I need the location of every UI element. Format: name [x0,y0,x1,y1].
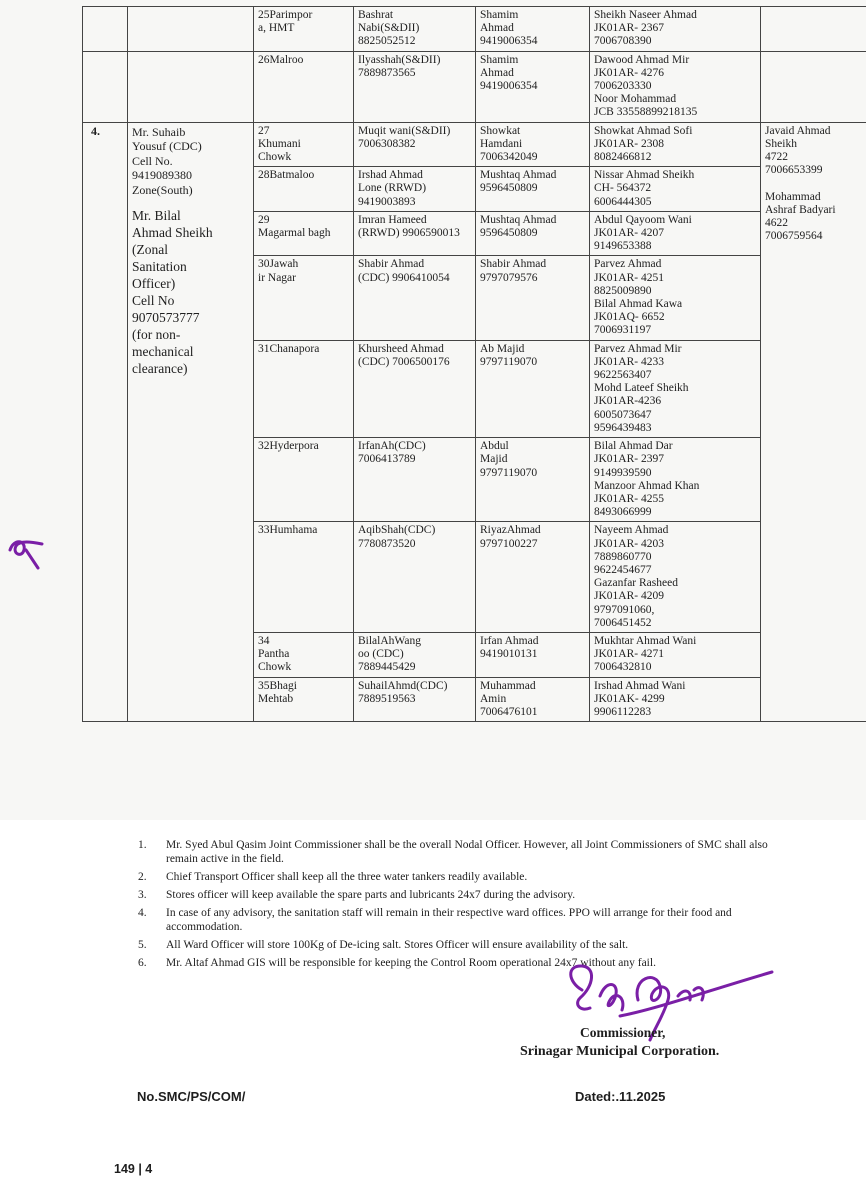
item-text: Chief Transport Officer shall keep all the three water tankers readily available. [166,871,528,883]
ward-cell: 32Hyderpora [254,438,354,522]
supervisor-cell: Irshad Ahmad Lone (RRWD) 9419003893 [354,167,476,212]
table-row [83,7,866,52]
ward-cell: 29 Magarmal bagh [254,211,354,256]
driver-cell: Showkat Ahmad Sofi JK01AR- 2308 8082466812 [590,122,761,167]
incharge-cell: Muhammad Amin 7006476101 [476,677,590,722]
table-row [83,122,866,167]
incharge-cell: RiyazAhmad 9797100227 [476,522,590,633]
item-number: 3. [138,889,147,901]
supervisor-cell: Muqit wani(S&DII) 7006308382 [354,122,476,167]
driver-cell: Parvez Ahmad Mir JK01AR- 4233 9622563407 Mohd Lateef Sheikh JK01AR-4236 6005073647 9596439483 [590,340,761,437]
driver-cell: Nayeem Ahmad JK01AR- 4203 7889860770 9622454677 Gazanfar Rasheed JK01AR- 4209 9797091060, 7006451452 [590,522,761,633]
ward-cell: 30Jawah ir Nagar [254,256,354,340]
duty-roster-table [82,6,866,722]
driver-cell: Abdul Qayoom Wani JK01AR- 4207 9149653388 [590,211,761,256]
officer-secondary: Mr. Bilal Ahmad Sheikh (Zonal Sanitation Officer) Cell No 9070573777 (for non- mechanical clearance) [132,208,213,377]
incharge-cell: Showkat Hamdani 7006342049 [476,122,590,167]
item-text: In case of any advisory, the sanitation staff will remain in their respective ward offices. PPO will arrange for their food and accommodation. [166,907,732,933]
driver-cell: Irshad Ahmad Wani JK01AK- 4299 9906112283 [590,677,761,722]
supervisor-cell: Khursheed Ahmad (CDC) 7006500176 [354,340,476,437]
officer-cell [128,7,254,52]
item-text: Mr. Syed Abul Qasim Joint Commissioner shall be the overall Nodal Officer. However, all Joint Commissioners of SMC shall also remain active in the field. [166,839,768,865]
item-text: All Ward Officer will store 100Kg of De-icing salt. Stores Officer will ensure availability of the salt. [166,939,629,951]
sn-cell [83,51,128,122]
supervisor-cell: Imran Hameed (RRWD) 9906590013 [354,211,476,256]
incharge-cell: Shabir Ahmad 9797079576 [476,256,590,340]
supervisor-cell: BilalAhWang oo (CDC) 7889445429 [354,632,476,677]
driver-cell: Bilal Ahmad Dar JK01AR- 2397 9149939590 Manzoor Ahmad Khan JK01AR- 4255 8493066999 [590,438,761,522]
sn-cell [83,7,128,52]
signatory-organization: Srinagar Municipal Corporation. [520,1044,720,1059]
item-number: 6. [138,957,147,969]
supervisor-cell: SuhailAhmd(CDC) 7889519563 [354,677,476,722]
contacts-cell [761,7,866,52]
driver-cell: Sheikh Naseer Ahmad JK01AR- 2367 7006708390 [590,7,761,52]
ward-cell: 33Humhama [254,522,354,633]
ward-cell: 26Malroo [254,51,354,122]
pen-mark [2,528,52,570]
driver-cell: Mukhtar Ahmad Wani JK01AR- 4271 7006432810 [590,632,761,677]
contacts-cell [761,51,866,122]
date-line: Dated:.11.2025 [575,1089,666,1104]
list-item [138,838,778,866]
supervisor-cell: Ilyasshah(S&DII) 7889873565 [354,51,476,122]
list-item [138,888,778,902]
page-number: 149 | 4 [114,1162,153,1176]
ward-cell: 34 Pantha Chowk [254,632,354,677]
list-item [138,938,778,952]
item-number: 4. [138,907,147,919]
table-row [83,51,866,122]
incharge-cell: Ab Majid 9797119070 [476,340,590,437]
supervisor-cell: Bashrat Nabi(S&DII) 8825052512 [354,7,476,52]
item-text: Stores officer will keep available the spare parts and lubricants 24x7 during the advisory. [166,889,576,901]
list-item [138,870,778,884]
incharge-cell: Mushtaq Ahmad 9596450809 [476,211,590,256]
incharge-cell: Abdul Majid 9797119070 [476,438,590,522]
zonal-officers [128,122,254,722]
ward-cell: 28Batmaloo [254,167,354,212]
item-number: 2. [138,871,147,883]
supervisor-cell: Shabir Ahmad (CDC) 9906410054 [354,256,476,340]
supervisor-cell: AqibShah(CDC) 7780873520 [354,522,476,633]
driver-cell: Dawood Ahmad Mir JK01AR- 4276 7006203330 Noor Mohammad JCB 33558899218135 [590,51,761,122]
ward-cell: 35Bhagi Mehtab [254,677,354,722]
incharge-cell: Irfan Ahmad 9419010131 [476,632,590,677]
list-item [138,906,778,934]
incharge-cell: Mushtaq Ahmad 9596450809 [476,167,590,212]
instructions-list [138,838,778,974]
contacts-cell: Javaid Ahmad Sheikh 4722 7006653399 Mohammad Ashraf Badyari 4622 7006759564 [761,122,866,722]
incharge-cell: Shamim Ahmad 9419006354 [476,51,590,122]
officer-cell [128,51,254,122]
item-text: Mr. Altaf Ahmad GIS will be responsible for keeping the Control Room operational 24x7 without any fail. [166,957,656,969]
signatory-title: Commissioner, [580,1025,666,1040]
item-number: 5. [138,939,147,951]
ward-cell: 25Parimpor a, HMT [254,7,354,52]
driver-cell: Parvez Ahmad JK01AR- 4251 8825009890 Bilal Ahmad Kawa JK01AQ- 6652 7006931197 [590,256,761,340]
serial-number: 4. [83,122,128,722]
ward-cell: 31Chanapora [254,340,354,437]
driver-cell: Nissar Ahmad Sheikh CH- 564372 6006444305 [590,167,761,212]
reference-number: No.SMC/PS/COM/ [137,1089,246,1104]
item-number: 1. [138,839,147,851]
officer-primary: Mr. Suhaib Yousuf (CDC) Cell No. 9419089380 Zone(South) [132,124,202,197]
supervisor-cell: IrfanAh(CDC) 7006413789 [354,438,476,522]
ward-cell: 27 Khumani Chowk [254,122,354,167]
incharge-cell: Shamim Ahmad 9419006354 [476,7,590,52]
